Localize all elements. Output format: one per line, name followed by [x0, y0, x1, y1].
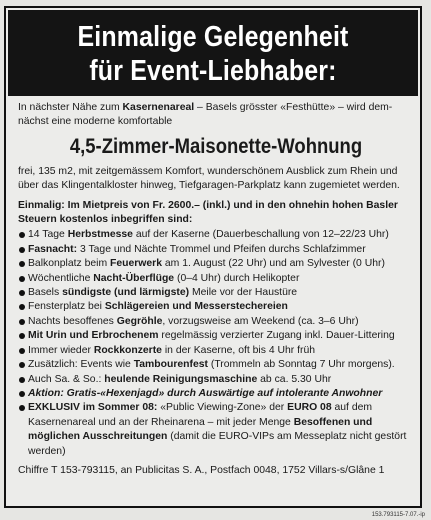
lead-text: Einmalig: Im Mietpreis von Fr. 2600.– (inkl.) und in den ohnehin hohen Basler Steuern kostenlos inbegriffen sind: [18, 199, 398, 226]
list-item: Mit Urin und Erbrochenem regelmässig verzierter Zugang inkl. Dauer-Littering [18, 329, 414, 343]
apartment-description: frei, 135 m2, mit zeitgemässem Komfort, wunderschönem Ausblick zum Rhein und über das Klingentalkloster hinweg, Tiefgaragen-Parkplatz kann zugemietet werden. [18, 165, 400, 192]
contact-footer: Chiffre T 153-793115, an Publicitas S. A., Postfach 0048, 1752 Villars-s/Glâne 1 [18, 464, 385, 476]
list-item: Nachts besoffenes Gegröhle, vorzugsweise am Weekend (ca. 3–6 Uhr) [18, 315, 414, 329]
list-item: Wöchentliche Nacht-Überflüge (0–4 Uhr) durch Helikopter [18, 272, 414, 286]
list-item: Aktion: Gratis-«Hexenjagd» durch Auswärtige auf intolerante Anwohner [18, 387, 414, 401]
headline-line-2: für Event-Liebhaber: [89, 55, 337, 87]
ad-body [18, 101, 414, 478]
ad-code: 153.793115-7.07.-ip [371, 512, 425, 518]
apartment-title: 4,5-Zimmer-Maisonette-Wohnung [69, 134, 363, 158]
list-item: Auch Sa. & So.: heulende Reinigungsmaschine ab ca. 5.30 Uhr [18, 373, 414, 387]
intro-part-a: In nächster Nähe zum [18, 102, 123, 113]
classified-ad [4, 6, 422, 508]
list-item: Basels sündigste (und lärmigste) Meile vor der Haustüre [18, 286, 414, 300]
headline-line-1: Einmalige Gelegenheit [77, 21, 349, 53]
list-item: Fensterplatz bei Schlägereien und Messerstechereien [18, 300, 414, 314]
list-item-exclusive: EXKLUSIV im Sommer 08: «Public Viewing-Zone» der EURO 08 auf dem Kasernenareal und an der Rheinarena – mit jeder Menge Besoffenen und möglichen Ausschreitungen (damit die EURO-VIPs am Messeplatz nicht gestört werden) [18, 401, 414, 459]
list-item: Immer wieder Rockkonzerte in der Kaserne, oft bis 4 Uhr früh [18, 344, 414, 358]
intro-text [18, 101, 414, 130]
intro-part-b: Kasernenareal [122, 102, 195, 113]
list-item: Fasnacht: 3 Tage und Nächte Trommel und Pfeifen durchs Schlafzimmer [18, 243, 414, 257]
list-item: Zusätzlich: Events wie Tambourenfest (Trommeln ab Sonntag 7 Uhr morgens). [18, 358, 414, 372]
ad-headline [8, 10, 418, 96]
intro-part-c: – Basels grösster «Festhütte» – wird dem-nächst eine moderne komfortable [18, 102, 393, 128]
list-item: 14 Tage Herbstmesse auf der Kaserne (Dauerbeschallung von 12–22/23 Uhr) [18, 228, 414, 242]
feature-list [18, 228, 414, 459]
list-item: Balkonplatz beim Feuerwerk am 1. August (22 Uhr) und am Sylvester (0 Uhr) [18, 257, 414, 271]
